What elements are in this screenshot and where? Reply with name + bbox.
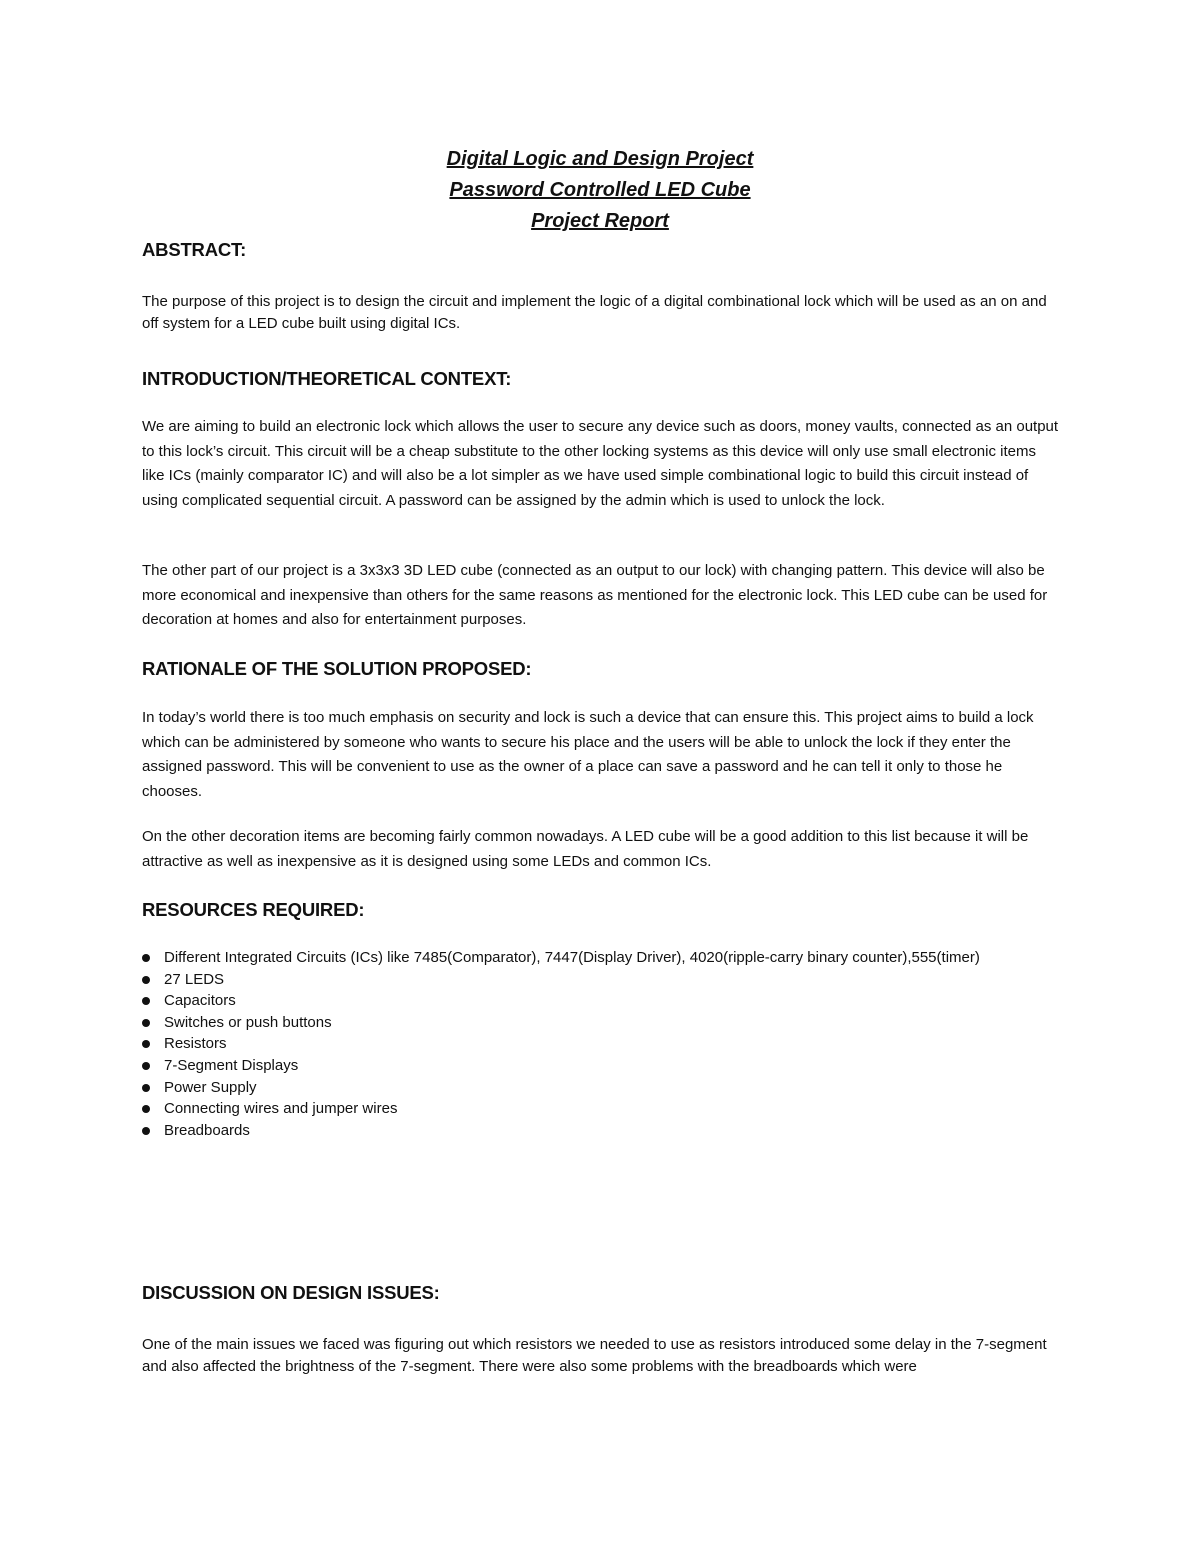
introduction-paragraph-1: We are aiming to build an electronic lock which allows the user to secure any device such as doors, money vaults, connected as an output to this lock’s circuit. This circuit will be a cheap substitute to the other locking systems as this device will only use small electronic items like ICs (mainly comparator IC) and will also be a lot simpler as we have used simple combinational logic to build this circuit instead of using complicated sequential circuit. A password can be assigned by the admin which is used to unlock the lock. [142, 418, 1059, 509]
discussion-section [142, 1281, 1062, 1305]
bullet-icon [142, 1062, 150, 1070]
list-item: Connecting wires and jumper wires [142, 1098, 1062, 1120]
list-item: Resistors [142, 1033, 1062, 1055]
rationale-heading: RATIONALE OF THE SOLUTION PROPOSED: [142, 658, 532, 679]
bullet-icon [142, 997, 150, 1005]
discussion-body [142, 1334, 1062, 1378]
title-line-1: Digital Logic and Design Project [446, 148, 754, 170]
rationale-paragraph-1: In today’s world there is too much emphasis on security and lock is such a device that can ensure this. This project aims to build a lock which can be administered by someone who wants to secure his place and the users will be able to unlock the lock if they enter the assigned password. This will be convenient to use as the owner of a place can save a password and he can tell it only to those he chooses. [142, 709, 1034, 800]
introduction-paragraph-2: The other part of our project is a 3x3x3 3D LED cube (connected as an output to our lock) with changing pattern. This device will also be more economical and inexpensive than others for the same reasons as mentioned for the electronic lock. This LED cube can be used for decoration at homes and also for entertainment purposes. [142, 562, 1048, 628]
title-line-2: Password Controlled LED Cube [449, 179, 751, 201]
list-item: 7-Segment Displays [142, 1055, 1062, 1077]
resources-section [142, 898, 1062, 922]
list-item: Switches or push buttons [142, 1012, 1062, 1034]
bullet-icon [142, 1040, 150, 1048]
document-title [0, 144, 1200, 237]
resources-heading: RESOURCES REQUIRED: [142, 899, 365, 920]
rationale-body-2 [142, 825, 1062, 874]
abstract-body [142, 291, 1062, 335]
introduction-section [142, 367, 1062, 391]
abstract-paragraph: The purpose of this project is to design the circuit and implement the logic of a digital combinational lock which will be used as an on and off system for a LED cube built using digital ICs. [142, 293, 1047, 332]
bullet-icon [142, 1127, 150, 1135]
bullet-icon [142, 1084, 150, 1092]
bullet-icon [142, 1019, 150, 1027]
list-item: Breadboards [142, 1120, 1062, 1142]
list-item: Different Integrated Circuits (ICs) like 7485(Comparator), 7447(Display Driver), 4020(ripple-carry binary counter),555(timer) [142, 947, 1062, 969]
discussion-paragraph: One of the main issues we faced was figuring out which resistors we needed to use as resistors introduced some delay in the 7-segment and also affected the brightness of the 7-segment. There were also some problems with the breadboards which were [142, 1336, 1047, 1375]
rationale-paragraph-2: On the other decoration items are becoming fairly common nowadays. A LED cube will be a good addition to this list because it will be attractive as well as inexpensive as it is designed using some LEDs and common ICs. [142, 828, 1029, 870]
discussion-heading: DISCUSSION ON DESIGN ISSUES: [142, 1282, 440, 1303]
resources-list [142, 947, 1062, 1141]
list-item: 27 LEDS [142, 969, 1062, 991]
title-line-3: Project Report [531, 210, 669, 232]
list-item: Capacitors [142, 990, 1062, 1012]
bullet-icon [142, 976, 150, 984]
introduction-heading: INTRODUCTION/THEORETICAL CONTEXT: [142, 368, 512, 389]
introduction-body-2 [142, 559, 1062, 633]
rationale-section [142, 657, 1062, 681]
introduction-body-1 [142, 415, 1062, 513]
resources-list-wrapper [142, 947, 1062, 1141]
list-item: Power Supply [142, 1077, 1062, 1099]
abstract-section [142, 238, 1062, 262]
bullet-icon [142, 954, 150, 962]
bullet-icon [142, 1105, 150, 1113]
rationale-body-1 [142, 706, 1062, 804]
abstract-heading: ABSTRACT: [142, 239, 247, 260]
